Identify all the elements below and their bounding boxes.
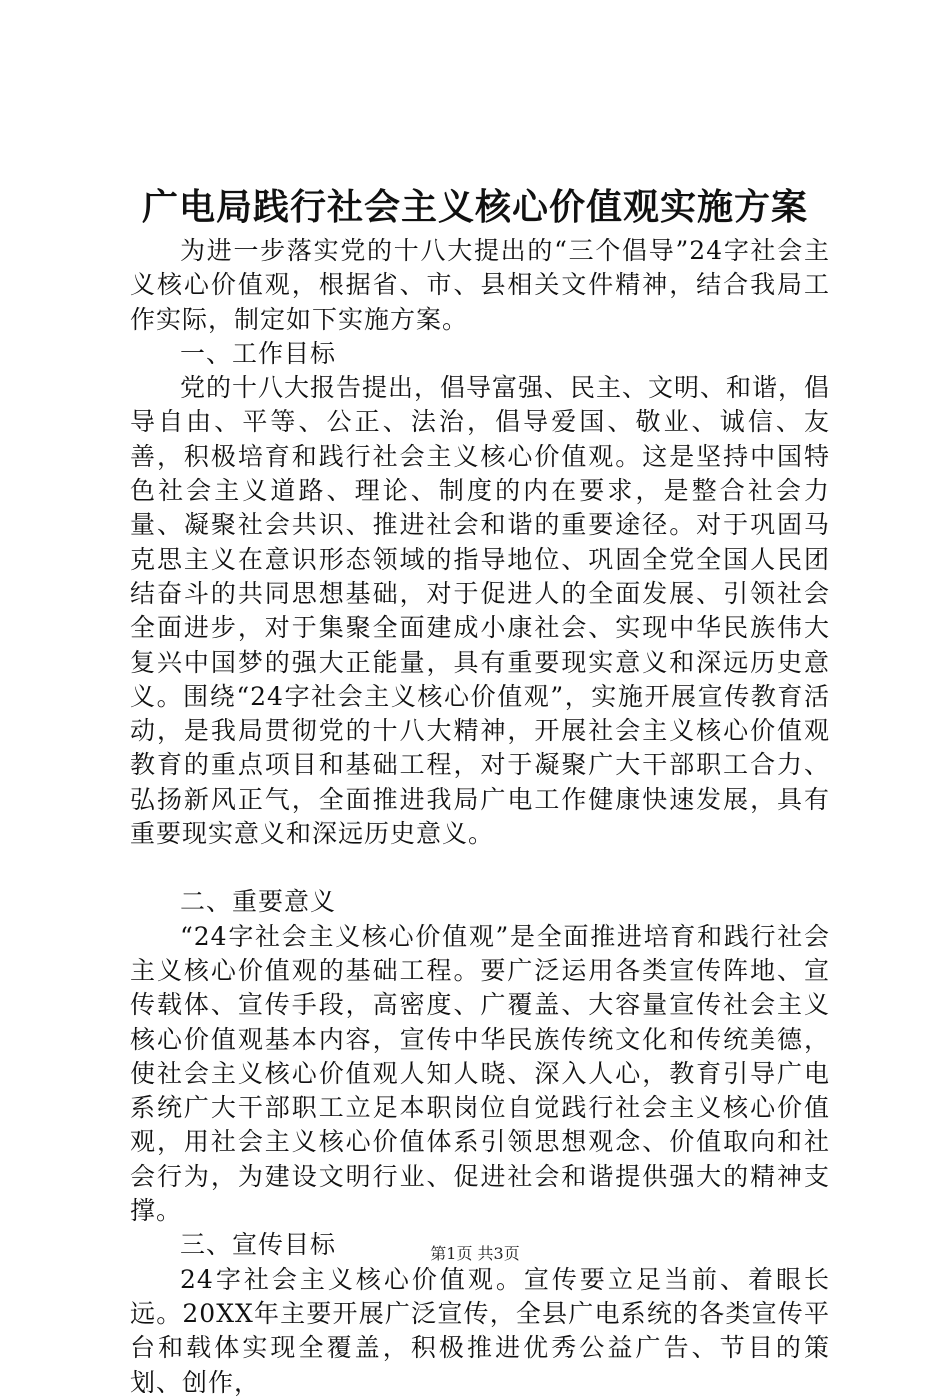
importance-paragraph: “24字社会主义核心价值观”是全面推进培育和践行社会主义核心价值观的基础工程。要广泛运用各类宣传阵地、宣传载体、宣传手段，高密度、广覆盖、大容量宣传社会主义核心价值观基本内容，宣传中华民族传统文化和传统美德，使社会主义核心价值观人知人晓、深入人心，教育引导广电系统广大干部职工立足本职岗位自觉践行社会主义核心价值观，用社会主义核心价值体系引领思想观念、价值取向和社会行为，为建设文明行业、促进社会和谐提供强大的精神支撑。 <box>130 921 830 1226</box>
document-title: 广电局践行社会主义核心价值观实施方案 <box>141 186 808 228</box>
section-heading-work-goals: 一、工作目标 <box>180 338 337 368</box>
intro-paragraph: 为进一步落实党的十八大提出的“三个倡导”24字社会主义核心价值观，根据省、市、县相关文件精神，结合我局工作实际，制定如下实施方案。 <box>130 236 830 334</box>
section-heading-importance: 二、重要意义 <box>180 887 337 917</box>
document-body <box>130 234 830 1400</box>
section-heading-publicity-goals: 三、宣传目标 <box>180 1230 337 1260</box>
page-footer: 第1页 共3页 <box>430 1244 520 1263</box>
work-goals-paragraph: 党的十八大报告提出，倡导富强、民主、文明、和谐，倡导自由、平等、公正、法治，倡导爱国、敬业、诚信、友善，积极培育和践行社会主义核心价值观。这是坚持中国特色社会主义道路、理论、制度的内在要求，是整合社会力量、凝聚社会共识、推进社会和谐的重要途径。对于巩固马克思主义在意识形态领域的指导地位、巩固全党全国人民团结奋斗的共同思想基础，对于促进人的全面发展、引领社会全面进步，对于集聚全面建成小康社会、实现中华民族伟大复兴中国梦的强大正能量，具有重要现实意义和深远历史意义。围绕“24字社会主义核心价值观”，实施开展宣传教育活动，是我局贯彻党的十八大精神，开展社会主义核心价值观教育的重点项目和基础工程，对于凝聚广大干部职工合力、弘扬新风正气，全面推进我局广电工作健康快速发展，具有重要现实意义和深远历史意义。 <box>130 373 831 849</box>
publicity-goals-paragraph: 24字社会主义核心价值观。宣传要立足当前、着眼长远。20XX年主要开展广泛宣传，全县广电系统的各类宣传平台和载体实现全覆盖，积极推进优秀公益广告、节目的策划、创作， <box>130 1264 830 1397</box>
